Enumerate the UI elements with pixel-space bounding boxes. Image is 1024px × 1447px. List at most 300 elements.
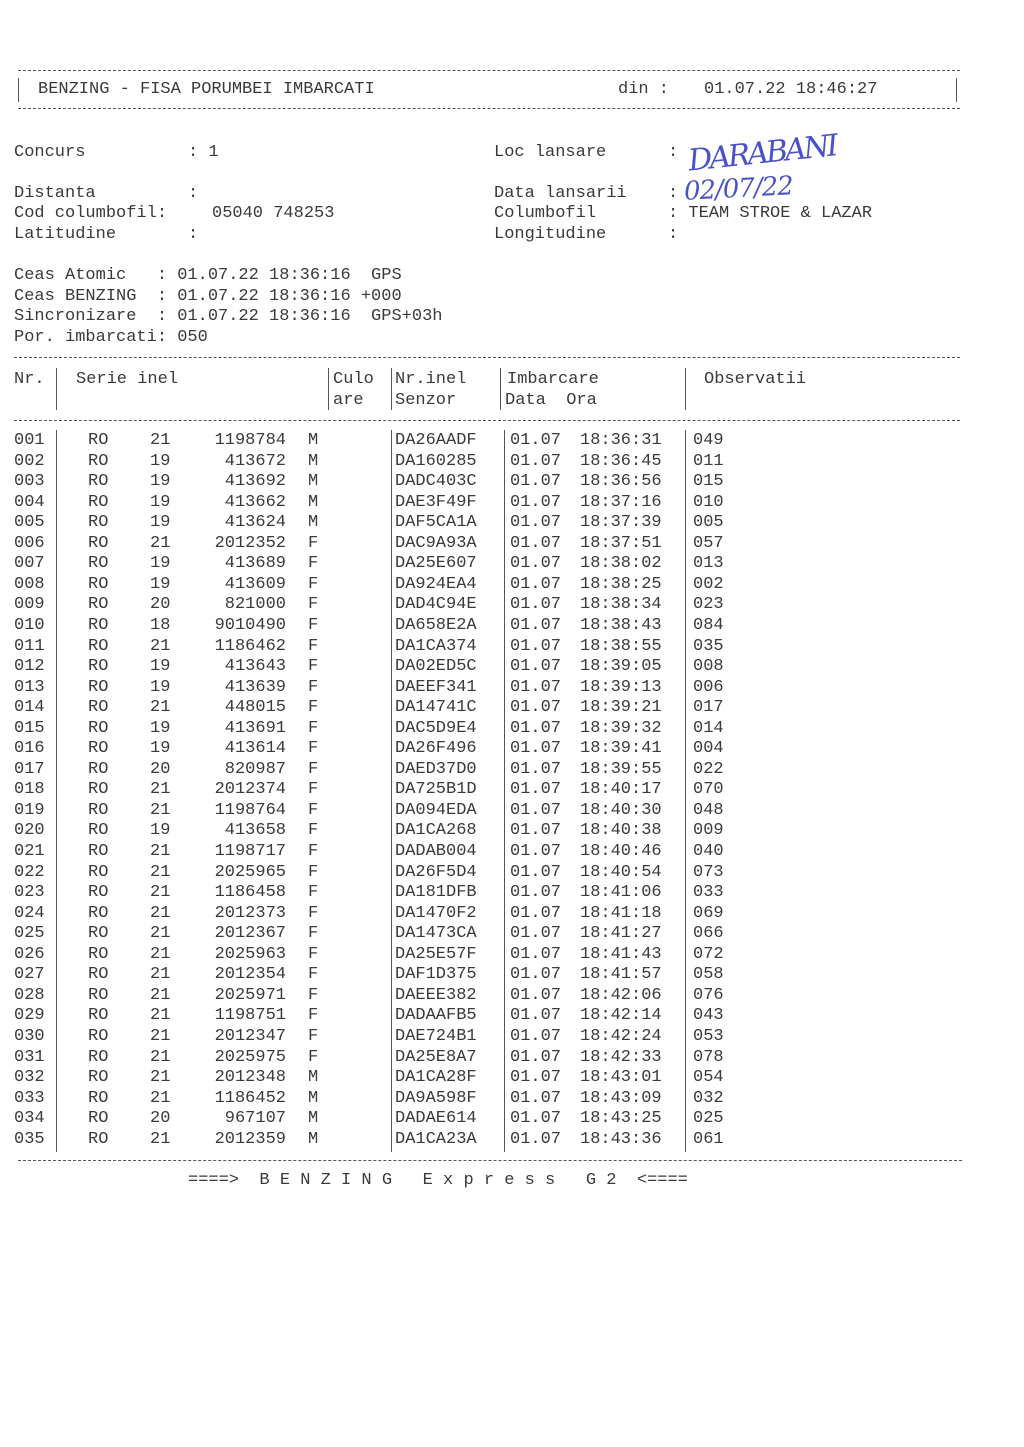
footer-brand: ====> B E N Z I N G E x p r e s s G 2 <==== (188, 1171, 688, 1190)
loc-label: Loc lansare (494, 143, 607, 162)
row-chip-id: DA1470F2 (395, 903, 477, 923)
distanta-value: : (188, 184, 199, 203)
row-ring-number: 967107 (224, 1109, 286, 1129)
row-sex: M (308, 472, 319, 492)
row-date: 01.07 (510, 636, 562, 656)
table-row (14, 513, 954, 533)
ceas-benzing: Ceas BENZING : 01.07.22 18:36:16 +000 (14, 287, 402, 306)
row-observatii: 022 (693, 759, 724, 779)
row-observatii: 033 (693, 883, 724, 903)
row-time: 18:42:24 (580, 1026, 662, 1046)
row-nr: 016 (14, 739, 45, 759)
row-country: RO (88, 821, 109, 841)
row-year: 19 (150, 513, 171, 533)
row-time: 18:37:51 (580, 533, 662, 553)
row-observatii: 084 (693, 615, 724, 635)
row-country: RO (88, 780, 109, 800)
row-sex: M (308, 1068, 319, 1088)
col-culoare-2: are (333, 391, 364, 410)
table-row (14, 986, 954, 1006)
row-year: 21 (150, 985, 171, 1005)
cod-value: 05040 748253 (212, 204, 335, 223)
col-nr-inel-1: Nr.inel (395, 370, 467, 389)
row-nr: 002 (14, 451, 45, 471)
table-row (14, 883, 954, 903)
row-sex: F (308, 944, 319, 964)
row-date: 01.07 (510, 595, 562, 615)
row-sex: F (308, 965, 319, 985)
row-year: 21 (150, 1026, 171, 1046)
row-ring-number: 1186462 (214, 636, 286, 656)
hdr-sep-1 (56, 368, 57, 410)
row-sex: F (308, 554, 319, 574)
row-date: 01.07 (510, 533, 562, 553)
row-date: 01.07 (510, 431, 562, 450)
row-nr: 014 (14, 698, 45, 718)
row-country: RO (88, 965, 109, 985)
din-label: din : (618, 80, 670, 99)
row-chip-id: DAEEF341 (395, 677, 477, 697)
row-sex: M (308, 451, 319, 471)
row-country: RO (88, 739, 109, 759)
row-time: 18:37:39 (580, 513, 662, 533)
row-date: 01.07 (510, 1068, 562, 1088)
porumbei-imbarcati: Por. imbarcati: 050 (14, 328, 208, 347)
row-date: 01.07 (510, 472, 562, 492)
columbofil-label: Columbofil (494, 204, 597, 223)
row-ring-number: 2025963 (214, 944, 286, 964)
row-chip-id: DA1473CA (395, 924, 477, 944)
row-ring-number: 1186452 (214, 1088, 286, 1108)
row-observatii: 013 (693, 554, 724, 574)
row-observatii: 072 (693, 944, 724, 964)
row-observatii: 025 (693, 1109, 724, 1129)
table-row (14, 637, 954, 657)
row-year: 19 (150, 472, 171, 492)
row-ring-number: 2012354 (214, 965, 286, 985)
row-year: 21 (150, 431, 171, 450)
row-time: 18:36:31 (580, 431, 662, 450)
row-chip-id: DAC9A93A (395, 533, 477, 553)
row-time: 18:37:16 (580, 492, 662, 512)
row-ring-number: 2012359 (214, 1129, 286, 1149)
row-ring-number: 413692 (224, 472, 286, 492)
row-date: 01.07 (510, 1026, 562, 1046)
row-observatii: 008 (693, 657, 724, 677)
row-date: 01.07 (510, 883, 562, 903)
table-row (14, 842, 954, 862)
row-date: 01.07 (510, 842, 562, 861)
row-country: RO (88, 431, 109, 450)
row-ring-number: 413614 (224, 739, 286, 759)
row-observatii: 006 (693, 677, 724, 697)
row-year: 21 (150, 1088, 171, 1108)
row-year: 21 (150, 1129, 171, 1149)
row-chip-id: DA25E607 (395, 554, 477, 574)
data-lansarii-label: Data lansarii (494, 184, 627, 203)
row-observatii: 070 (693, 780, 724, 800)
row-ring-number: 413689 (224, 554, 286, 574)
row-year: 19 (150, 718, 171, 738)
row-year: 20 (150, 759, 171, 779)
row-time: 18:38:02 (580, 554, 662, 574)
col-serie-inel: Serie inel (76, 370, 179, 389)
row-country: RO (88, 1129, 109, 1149)
row-time: 18:36:56 (580, 472, 662, 492)
row-country: RO (88, 759, 109, 779)
row-sex: F (308, 924, 319, 944)
row-sex: M (308, 492, 319, 512)
row-date: 01.07 (510, 780, 562, 800)
row-date: 01.07 (510, 821, 562, 841)
row-ring-number: 413624 (224, 513, 286, 533)
row-sex: F (308, 1026, 319, 1046)
row-nr: 026 (14, 944, 45, 964)
latitudine-value: : (188, 225, 199, 244)
row-nr: 006 (14, 533, 45, 553)
row-nr: 032 (14, 1068, 45, 1088)
row-sex: F (308, 698, 319, 718)
row-chip-id: DA26AADF (395, 431, 477, 450)
hdr-sep-4 (500, 368, 501, 410)
row-country: RO (88, 1109, 109, 1129)
latitudine-label: Latitudine (14, 225, 117, 244)
row-sex: F (308, 759, 319, 779)
row-year: 21 (150, 780, 171, 800)
row-observatii: 078 (693, 1047, 724, 1067)
row-country: RO (88, 698, 109, 718)
row-time: 18:39:05 (580, 657, 662, 677)
row-time: 18:36:45 (580, 451, 662, 471)
row-observatii: 035 (693, 636, 724, 656)
row-date: 01.07 (510, 574, 562, 594)
row-nr: 015 (14, 718, 45, 738)
row-country: RO (88, 574, 109, 594)
row-year: 21 (150, 883, 171, 903)
row-year: 21 (150, 944, 171, 964)
row-time: 18:39:32 (580, 718, 662, 738)
header-right-bar (956, 78, 957, 102)
table-row (14, 472, 954, 492)
row-observatii: 048 (693, 800, 724, 820)
row-date: 01.07 (510, 903, 562, 923)
row-ring-number: 413672 (224, 451, 286, 471)
row-country: RO (88, 883, 109, 903)
din-value: 01.07.22 18:46:27 (704, 80, 878, 99)
row-observatii: 053 (693, 1026, 724, 1046)
row-nr: 029 (14, 1006, 45, 1026)
row-country: RO (88, 677, 109, 697)
row-nr: 007 (14, 554, 45, 574)
row-nr: 021 (14, 842, 45, 861)
row-chip-id: DAF1D375 (395, 965, 477, 985)
row-ring-number: 413643 (224, 657, 286, 677)
row-sex: F (308, 1047, 319, 1067)
top-border (18, 70, 960, 71)
table-row (14, 801, 954, 821)
row-nr: 025 (14, 924, 45, 944)
distanta-label: Distanta (14, 184, 96, 203)
table-row (14, 1027, 954, 1047)
row-nr: 020 (14, 821, 45, 841)
row-observatii: 005 (693, 513, 724, 533)
row-observatii: 040 (693, 842, 724, 861)
row-country: RO (88, 533, 109, 553)
row-year: 20 (150, 1109, 171, 1129)
row-observatii: 015 (693, 472, 724, 492)
row-ring-number: 821000 (224, 595, 286, 615)
row-date: 01.07 (510, 862, 562, 882)
col-culoare-1: Culo (333, 370, 374, 389)
row-ring-number: 1186458 (214, 883, 286, 903)
row-ring-number: 2025965 (214, 862, 286, 882)
row-observatii: 004 (693, 739, 724, 759)
row-sex: F (308, 533, 319, 553)
row-time: 18:38:55 (580, 636, 662, 656)
table-row (14, 863, 954, 883)
row-observatii: 069 (693, 903, 724, 923)
row-ring-number: 1198717 (214, 842, 286, 861)
table-row (14, 452, 954, 472)
table-row (14, 1068, 954, 1088)
row-nr: 022 (14, 862, 45, 882)
hdr-sep-2 (328, 368, 329, 410)
row-observatii: 032 (693, 1088, 724, 1108)
row-observatii: 073 (693, 862, 724, 882)
row-year: 21 (150, 903, 171, 923)
table-row (14, 616, 954, 636)
row-chip-id: DA1CA268 (395, 821, 477, 841)
row-country: RO (88, 1006, 109, 1026)
table-row (14, 657, 954, 677)
row-chip-id: DA02ED5C (395, 657, 477, 677)
row-country: RO (88, 1026, 109, 1046)
row-country: RO (88, 924, 109, 944)
row-date: 01.07 (510, 698, 562, 718)
row-observatii: 061 (693, 1129, 724, 1149)
hdr-sep-5 (685, 368, 686, 410)
row-observatii: 011 (693, 451, 724, 471)
row-chip-id: DA094EDA (395, 800, 477, 820)
table-row (14, 719, 954, 739)
table-row (14, 924, 954, 944)
row-sex: F (308, 800, 319, 820)
row-year: 19 (150, 492, 171, 512)
row-time: 18:39:41 (580, 739, 662, 759)
row-time: 18:42:33 (580, 1047, 662, 1067)
row-time: 18:40:38 (580, 821, 662, 841)
row-date: 01.07 (510, 615, 562, 635)
row-ring-number: 448015 (224, 698, 286, 718)
col-imbarcare-1: Imbarcare (507, 370, 599, 389)
row-date: 01.07 (510, 1088, 562, 1108)
row-country: RO (88, 842, 109, 861)
row-chip-id: DAD4C94E (395, 595, 477, 615)
row-chip-id: DADAE614 (395, 1109, 477, 1129)
row-nr: 034 (14, 1109, 45, 1129)
col-nr: Nr. (14, 370, 45, 389)
row-date: 01.07 (510, 677, 562, 697)
row-country: RO (88, 985, 109, 1005)
row-chip-id: DA160285 (395, 451, 477, 471)
row-observatii: 014 (693, 718, 724, 738)
table-row (14, 904, 954, 924)
table-row (14, 965, 954, 985)
row-country: RO (88, 800, 109, 820)
row-nr: 005 (14, 513, 45, 533)
row-chip-id: DA14741C (395, 698, 477, 718)
row-nr: 027 (14, 965, 45, 985)
row-observatii: 010 (693, 492, 724, 512)
row-nr: 019 (14, 800, 45, 820)
row-chip-id: DAE3F49F (395, 492, 477, 512)
row-ring-number: 2012367 (214, 924, 286, 944)
row-chip-id: DAED37D0 (395, 759, 477, 779)
row-ring-number: 413639 (224, 677, 286, 697)
header-bottom-border (18, 108, 960, 109)
row-time: 18:39:13 (580, 677, 662, 697)
row-ring-number: 413691 (224, 718, 286, 738)
row-time: 18:40:30 (580, 800, 662, 820)
row-nr: 013 (14, 677, 45, 697)
row-nr: 003 (14, 472, 45, 492)
row-ring-number: 2012352 (214, 533, 286, 553)
col-nr-inel-2: Senzor (395, 391, 457, 410)
row-date: 01.07 (510, 800, 562, 820)
table-bottom-border (18, 1160, 962, 1161)
row-time: 18:39:55 (580, 759, 662, 779)
row-nr: 004 (14, 492, 45, 512)
table-row (14, 698, 954, 718)
row-time: 18:41:57 (580, 965, 662, 985)
table-row (14, 1130, 954, 1150)
row-country: RO (88, 1088, 109, 1108)
row-ring-number: 2012374 (214, 780, 286, 800)
row-year: 19 (150, 821, 171, 841)
row-observatii: 076 (693, 985, 724, 1005)
row-nr: 017 (14, 759, 45, 779)
row-sex: M (308, 1129, 319, 1149)
row-nr: 018 (14, 780, 45, 800)
row-time: 18:42:06 (580, 985, 662, 1005)
row-chip-id: DA25E57F (395, 944, 477, 964)
row-chip-id: DAEEE382 (395, 985, 477, 1005)
loc-value: : (668, 143, 679, 162)
row-year: 19 (150, 574, 171, 594)
row-year: 21 (150, 862, 171, 882)
row-date: 01.07 (510, 1047, 562, 1067)
row-nr: 033 (14, 1088, 45, 1108)
row-sex: F (308, 883, 319, 903)
row-country: RO (88, 554, 109, 574)
row-observatii: 002 (693, 574, 724, 594)
table-row (14, 760, 954, 780)
row-observatii: 066 (693, 924, 724, 944)
row-year: 21 (150, 965, 171, 985)
row-sex: F (308, 780, 319, 800)
row-time: 18:41:06 (580, 883, 662, 903)
row-country: RO (88, 1047, 109, 1067)
row-year: 21 (150, 842, 171, 861)
table-row (14, 1048, 954, 1068)
row-observatii: 009 (693, 821, 724, 841)
row-time: 18:43:01 (580, 1068, 662, 1088)
row-ring-number: 9010490 (214, 615, 286, 635)
row-date: 01.07 (510, 451, 562, 471)
cod-label: Cod columbofil: (14, 204, 168, 223)
row-sex: F (308, 1006, 319, 1026)
row-chip-id: DA725B1D (395, 780, 477, 800)
row-country: RO (88, 513, 109, 533)
row-time: 18:42:14 (580, 1006, 662, 1026)
concurs-label: Concurs (14, 143, 86, 162)
row-date: 01.07 (510, 985, 562, 1005)
row-country: RO (88, 944, 109, 964)
row-date: 01.07 (510, 944, 562, 964)
row-chip-id: DA1CA23A (395, 1129, 477, 1149)
row-date: 01.07 (510, 1006, 562, 1026)
row-chip-id: DADC403C (395, 472, 477, 492)
row-year: 20 (150, 595, 171, 615)
row-nr: 028 (14, 985, 45, 1005)
row-country: RO (88, 472, 109, 492)
table-row (14, 595, 954, 615)
row-country: RO (88, 903, 109, 923)
row-nr: 009 (14, 595, 45, 615)
data-lansarii-value: : (668, 184, 679, 203)
row-sex: F (308, 842, 319, 861)
table-row (14, 1006, 954, 1026)
report-title: BENZING - FISA PORUMBEI IMBARCATI (38, 80, 375, 99)
row-date: 01.07 (510, 492, 562, 512)
row-country: RO (88, 862, 109, 882)
row-sex: F (308, 574, 319, 594)
row-observatii: 017 (693, 698, 724, 718)
row-time: 18:41:18 (580, 903, 662, 923)
row-year: 19 (150, 677, 171, 697)
columbofil-value: : TEAM STROE & LAZAR (668, 204, 873, 223)
table-row (14, 575, 954, 595)
row-chip-id: DA1CA28F (395, 1068, 477, 1088)
row-nr: 023 (14, 883, 45, 903)
row-year: 19 (150, 554, 171, 574)
row-sex: F (308, 718, 319, 738)
row-year: 21 (150, 924, 171, 944)
row-ring-number: 413662 (224, 492, 286, 512)
table-row (14, 431, 954, 451)
row-nr: 024 (14, 903, 45, 923)
table-row (14, 821, 954, 841)
row-observatii: 057 (693, 533, 724, 553)
row-date: 01.07 (510, 739, 562, 759)
row-country: RO (88, 451, 109, 471)
row-sex: F (308, 636, 319, 656)
table-row (14, 945, 954, 965)
row-country: RO (88, 636, 109, 656)
row-nr: 008 (14, 574, 45, 594)
row-ring-number: 2025975 (214, 1047, 286, 1067)
row-sex: F (308, 862, 319, 882)
row-time: 18:39:21 (580, 698, 662, 718)
row-observatii: 049 (693, 431, 724, 450)
row-chip-id: DAC5D9E4 (395, 718, 477, 738)
handwritten-location: DARABANI (686, 128, 838, 179)
row-time: 18:38:25 (580, 574, 662, 594)
col-observatii: Observatii (704, 370, 807, 389)
row-date: 01.07 (510, 657, 562, 677)
row-chip-id: DAF5CA1A (395, 513, 477, 533)
row-nr: 012 (14, 657, 45, 677)
